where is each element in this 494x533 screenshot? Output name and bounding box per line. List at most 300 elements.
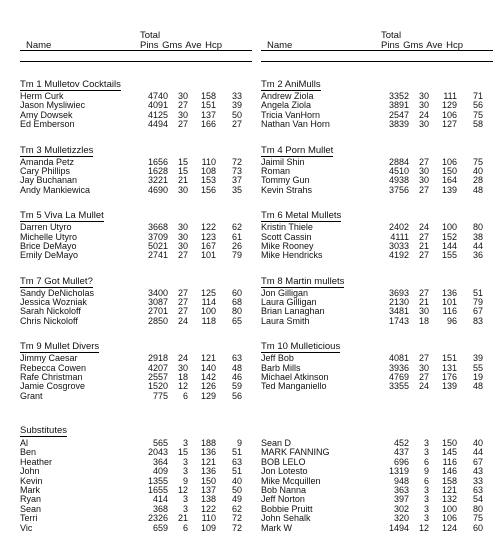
player-handicap: 39 (231, 100, 242, 111)
player-pins: 3481 (388, 306, 409, 317)
player-handicap: 59 (231, 381, 242, 392)
player-average: 138 (200, 494, 216, 505)
player-games: 27 (418, 372, 429, 383)
player-handicap: 39 (472, 353, 483, 364)
player-name: Jamie Cosgrove (20, 381, 86, 392)
player-name: Chris Nickoloff (20, 315, 78, 326)
player-pins: 1655 (147, 484, 168, 495)
player-average: 131 (441, 362, 457, 373)
player-name: Sean D (261, 438, 292, 448)
player-games: 18 (418, 315, 429, 326)
player-name: Laura Gilligan (261, 297, 317, 308)
player-average: 118 (201, 315, 216, 326)
player-pins: 3400 (147, 287, 168, 298)
player-average: 116 (442, 456, 457, 467)
player-average: 111 (443, 91, 457, 101)
player-games: 30 (418, 91, 429, 101)
player-pins: 3087 (147, 297, 168, 308)
player-games: 27 (177, 306, 188, 317)
player-name: Roman (261, 165, 291, 176)
player-pins: 2326 (147, 513, 168, 524)
player-pins: 302 (393, 503, 409, 514)
player-pins: 1319 (388, 466, 409, 477)
player-handicap: 62 (231, 222, 242, 233)
player-row (20, 251, 252, 260)
player-name: Tommy Gun (261, 175, 310, 186)
player-row (20, 495, 252, 504)
player-average: 137 (200, 109, 216, 120)
player-average: 150 (441, 165, 457, 176)
player-handicap: 63 (472, 484, 483, 495)
player-pins: 3693 (388, 287, 409, 298)
player-name: MARK FANNING (261, 447, 330, 458)
player-games: 27 (177, 287, 188, 298)
substitutes-left (20, 439, 252, 533)
player-name: Michelle Utyro (20, 231, 78, 242)
substitutes-right (261, 439, 493, 533)
player-pins: 4740 (147, 91, 168, 101)
team-name: Tm 4 Porn Mullet (261, 144, 334, 156)
player-handicap: 58 (472, 119, 483, 130)
player-average: 167 (200, 240, 216, 251)
player-average: 122 (200, 503, 216, 514)
player-games: 3 (423, 513, 429, 524)
player-pins: 696 (393, 456, 409, 467)
player-pins: 948 (393, 475, 409, 486)
player-row (20, 382, 252, 391)
player-name: Mike Rooney (261, 240, 314, 251)
player-average: 132 (441, 494, 457, 505)
player-handicap: 60 (472, 522, 483, 533)
player-average: 176 (441, 372, 457, 383)
player-games: 27 (418, 156, 429, 167)
player-name: Bob Nanna (261, 484, 307, 495)
player-games: 21 (177, 175, 188, 186)
player-pins: 4207 (147, 362, 168, 373)
player-games: 3 (423, 494, 429, 505)
player-games: 30 (418, 119, 429, 130)
player-games: 9 (182, 475, 188, 486)
player-games: 30 (177, 240, 188, 251)
player-name: Angela Ziola (261, 100, 312, 111)
player-pins: 2741 (147, 250, 168, 261)
player-pins: 4111 (390, 231, 409, 242)
player-handicap: 35 (231, 184, 242, 195)
player-pins: 4769 (388, 372, 409, 383)
player-games: 27 (418, 231, 429, 242)
player-name: Darren Utyro (20, 222, 72, 233)
player-pins: 4125 (147, 109, 168, 120)
player-row (20, 458, 252, 467)
player-handicap: 51 (231, 447, 242, 458)
player-handicap: 40 (231, 475, 242, 486)
team-name: Tm 2 AniMulls (261, 79, 321, 90)
player-handicap: 73 (231, 165, 242, 176)
player-average: 108 (200, 165, 216, 176)
player-pins: 3756 (388, 184, 409, 195)
player-average: 142 (200, 372, 216, 383)
player-games: 30 (418, 306, 429, 317)
team-name: Tm 1 Mulletov Cocktails (20, 79, 121, 90)
player-name: Ed Emberson (20, 119, 75, 130)
player-name: Andrew Ziola (261, 91, 314, 101)
player-handicap: 44 (472, 447, 483, 458)
player-average: 121 (441, 484, 457, 495)
player-average: 188 (200, 438, 216, 448)
player-games: 27 (177, 119, 188, 130)
player-handicap: 26 (231, 240, 242, 251)
player-average: 127 (441, 119, 457, 130)
player-games: 30 (418, 165, 429, 176)
player-pins: 3936 (388, 362, 409, 373)
player-name: Kristin Thiele (261, 222, 313, 233)
team-name: Tm 10 Mulleticious (261, 341, 341, 353)
player-pins: 3839 (388, 119, 409, 130)
right-column (261, 30, 493, 392)
player-average: 129 (200, 390, 216, 401)
player-handicap: 63 (231, 353, 242, 364)
player-name: Brice DeMayo (20, 240, 77, 251)
player-handicap: 80 (231, 306, 242, 317)
player-games: 30 (177, 231, 188, 242)
player-average: 96 (446, 315, 457, 326)
player-handicap: 56 (472, 100, 483, 111)
player-handicap: 63 (231, 456, 242, 467)
player-handicap: 44 (472, 240, 483, 251)
player-handicap: 49 (231, 494, 242, 505)
player-row (20, 505, 252, 514)
player-name: Amy Dowsek (20, 109, 73, 120)
player-handicap: 65 (231, 315, 242, 326)
player-row (20, 514, 252, 523)
player-games: 12 (418, 522, 429, 533)
player-name: Kevin (20, 475, 43, 486)
player-pins: 397 (393, 494, 409, 505)
player-handicap: 67 (472, 306, 483, 317)
header-rule (261, 50, 493, 51)
player-handicap: 33 (472, 475, 483, 486)
player-row (261, 186, 493, 195)
player-games: 30 (177, 91, 188, 101)
player-pins: 1656 (147, 156, 168, 167)
player-name: Grant (20, 390, 43, 401)
player-handicap: 28 (472, 175, 483, 186)
player-handicap: 79 (231, 250, 242, 261)
player-handicap: 68 (231, 297, 242, 308)
player-pins: 3709 (147, 231, 168, 242)
player-handicap: 51 (472, 287, 483, 298)
player-handicap: 48 (472, 184, 483, 195)
player-games: 30 (177, 222, 188, 233)
player-games: 3 (182, 466, 188, 477)
player-average: 158 (441, 475, 457, 486)
player-name: Ted Manganiello (261, 381, 327, 392)
player-handicap: 75 (472, 109, 483, 120)
player-average: 158 (200, 91, 216, 101)
total-label: Total (140, 30, 161, 41)
player-name: Jimmy Caesar (20, 353, 78, 364)
player-row (20, 392, 252, 401)
player-name: John Sehalk (261, 513, 311, 524)
player-name: Ryan (20, 494, 42, 505)
player-handicap: 72 (231, 522, 242, 533)
player-average: 155 (441, 250, 457, 261)
right-teams (261, 74, 493, 392)
player-name: Jay Buchanan (20, 175, 78, 186)
player-average: 100 (441, 222, 457, 233)
player-handicap: 67 (472, 456, 483, 467)
player-average: 100 (441, 503, 457, 514)
player-average: 109 (200, 522, 216, 533)
player-handicap: 62 (231, 503, 242, 514)
team-name: Tm 8 Martin mullets (261, 275, 345, 287)
columns-label: Pins Gms Ave Hcp (140, 40, 223, 51)
player-name: Michael Atkinson (261, 372, 329, 383)
player-pins: 1628 (147, 165, 168, 176)
player-games: 27 (177, 297, 188, 308)
player-average: 114 (201, 297, 216, 308)
player-games: 9 (423, 466, 429, 477)
columns-label: Pins Gms Ave Hcp (381, 40, 464, 51)
player-games: 6 (423, 456, 429, 467)
player-average: 101 (200, 250, 216, 261)
left-teams (20, 74, 252, 401)
player-games: 3 (182, 494, 188, 505)
name-label: Name (26, 40, 52, 51)
team-block (20, 140, 252, 196)
left-column (20, 30, 252, 401)
player-average: 110 (201, 513, 216, 524)
player-pins: 2547 (388, 109, 409, 120)
player-games: 15 (177, 447, 188, 458)
player-handicap: 72 (231, 513, 242, 524)
player-name: Cary Phillips (20, 165, 71, 176)
player-name: Heather (20, 456, 53, 467)
player-name: Herm Curk (20, 91, 64, 101)
player-average: 106 (441, 156, 457, 167)
player-handicap: 48 (231, 362, 242, 373)
player-handicap: 55 (472, 362, 483, 373)
player-handicap: 72 (231, 156, 242, 167)
player-name: Jaimil Shin (261, 156, 305, 167)
player-games: 30 (177, 184, 188, 195)
player-average: 124 (441, 522, 457, 533)
player-games: 12 (177, 381, 188, 392)
player-pins: 1743 (388, 315, 409, 326)
player-average: 150 (200, 475, 216, 486)
player-handicap: 46 (231, 372, 242, 383)
total-label: Total (381, 30, 402, 41)
player-games: 3 (423, 447, 429, 458)
team-block (20, 74, 252, 130)
player-average: 126 (200, 381, 216, 392)
player-handicap: 83 (472, 315, 483, 326)
player-pins: 3355 (388, 381, 409, 392)
player-average: 136 (441, 287, 457, 298)
team-block (261, 74, 493, 130)
player-average: 140 (200, 362, 216, 373)
player-average: 137 (200, 484, 216, 495)
player-handicap: 50 (231, 484, 242, 495)
player-pins: 2402 (388, 222, 409, 233)
player-row (20, 439, 252, 448)
player-pins: 3668 (147, 222, 168, 233)
player-average: 121 (200, 353, 216, 364)
player-name: Ben (20, 447, 37, 458)
player-games: 24 (177, 315, 188, 326)
player-name: Sean (20, 503, 42, 514)
name-label: Name (267, 40, 293, 51)
player-games: 3 (182, 503, 188, 514)
player-name: Brian Lanaghan (261, 306, 325, 317)
player-pins: 2918 (147, 353, 168, 364)
player-games: 30 (418, 175, 429, 186)
player-games: 27 (177, 250, 188, 261)
player-handicap: 51 (231, 466, 242, 477)
player-games: 27 (418, 287, 429, 298)
player-pins: 565 (152, 438, 168, 448)
player-name: Barb Mills (261, 362, 301, 373)
player-games: 3 (182, 456, 188, 467)
player-pins: 320 (393, 513, 409, 524)
player-handicap: 71 (472, 91, 483, 101)
player-name: BOB LELO (261, 456, 306, 467)
player-games: 18 (177, 372, 188, 383)
player-games: 24 (418, 222, 429, 233)
player-games: 30 (177, 362, 188, 373)
player-pins: 4091 (147, 100, 168, 111)
player-name: Kevin Strahs (261, 184, 313, 195)
player-pins: 3221 (147, 175, 168, 186)
player-average: 164 (441, 175, 457, 186)
player-average: 156 (200, 184, 216, 195)
player-handicap: 38 (472, 231, 483, 242)
player-handicap: 27 (231, 119, 242, 130)
player-games: 30 (418, 100, 429, 111)
player-average: 150 (441, 438, 457, 448)
player-handicap: 40 (472, 165, 483, 176)
player-row (261, 120, 493, 129)
player-name: Mark (20, 484, 40, 495)
player-pins: 364 (152, 456, 168, 467)
player-pins: 775 (152, 390, 168, 401)
team-block (20, 271, 252, 327)
player-games: 21 (418, 297, 429, 308)
player-handicap: 80 (472, 222, 483, 233)
player-handicap: 37 (231, 175, 242, 186)
player-pins: 368 (152, 503, 168, 514)
player-pins: 414 (152, 494, 168, 505)
player-name: Jessica Wozniak (20, 297, 87, 308)
player-average: 151 (200, 100, 216, 111)
player-average: 122 (200, 222, 216, 233)
team-name: Tm 5 Viva La Mullet (20, 210, 104, 222)
player-row (261, 317, 493, 326)
player-games: 6 (182, 390, 188, 401)
player-average: 125 (200, 287, 216, 298)
player-games: 3 (423, 503, 429, 514)
player-name: Emily DeMayo (20, 250, 79, 261)
team-name: Tm 6 Metal Mullets (261, 210, 342, 222)
player-row (261, 514, 493, 523)
player-pins: 4192 (388, 250, 409, 261)
player-row (20, 317, 252, 326)
left-column-header (20, 30, 252, 62)
player-average: 152 (441, 231, 457, 242)
player-row (261, 382, 493, 391)
player-average: 136 (200, 466, 216, 477)
player-row (261, 158, 493, 167)
substitutes-title: Substitutes (20, 425, 67, 436)
player-row (261, 524, 493, 533)
player-pins: 3033 (388, 240, 409, 251)
player-games: 27 (418, 353, 429, 364)
player-games: 24 (177, 353, 188, 364)
player-handicap: 56 (231, 390, 242, 401)
player-games: 12 (177, 484, 188, 495)
player-games: 21 (418, 240, 429, 251)
player-average: 106 (441, 513, 457, 524)
player-average: 121 (200, 456, 216, 467)
player-pins: 659 (152, 522, 168, 533)
player-name: Scott Cassin (261, 231, 312, 242)
player-average: 139 (441, 381, 457, 392)
player-name: Nathan Van Horn (261, 119, 330, 130)
player-name: Terri (20, 513, 38, 524)
player-name: Mike Hendricks (261, 250, 323, 261)
player-name: Sarah Nickoloff (20, 306, 81, 317)
team-block (261, 271, 493, 327)
player-average: 101 (441, 297, 457, 308)
player-pins: 452 (393, 438, 409, 448)
player-games: 6 (182, 522, 188, 533)
player-handicap: 36 (472, 250, 483, 261)
player-average: 139 (441, 184, 457, 195)
player-pins: 2130 (388, 297, 409, 308)
player-average: 129 (441, 100, 457, 111)
player-average: 136 (200, 447, 216, 458)
player-handicap: 48 (472, 381, 483, 392)
player-name: Rebecca Cowen (20, 362, 87, 373)
player-pins: 2850 (147, 315, 168, 326)
player-handicap: 9 (236, 438, 242, 448)
player-handicap: 54 (472, 494, 483, 505)
player-average: 144 (441, 240, 457, 251)
player-games: 27 (418, 250, 429, 261)
player-handicap: 61 (231, 231, 242, 242)
player-row (261, 251, 493, 260)
player-name: Jeff Bob (261, 353, 294, 364)
player-name: Tricia VanHorn (261, 109, 321, 120)
player-pins: 4690 (147, 184, 168, 195)
player-name: Sandy DeNicholas (20, 287, 95, 298)
player-average: 123 (200, 231, 216, 242)
team-name: Tm 3 Mulletizzles (20, 144, 94, 156)
player-pins: 1520 (147, 381, 168, 392)
player-name: Jon Lotesto (261, 466, 308, 477)
player-name: Mike Mcquillen (261, 475, 321, 486)
player-handicap: 43 (472, 466, 483, 477)
player-pins: 4938 (388, 175, 409, 186)
header-rule (20, 61, 252, 62)
player-pins: 2701 (147, 306, 168, 317)
player-games: 24 (418, 109, 429, 120)
player-games: 30 (418, 362, 429, 373)
player-games: 30 (177, 109, 188, 120)
player-games: 3 (182, 438, 188, 448)
player-row (20, 524, 252, 533)
player-handicap: 75 (472, 156, 483, 167)
